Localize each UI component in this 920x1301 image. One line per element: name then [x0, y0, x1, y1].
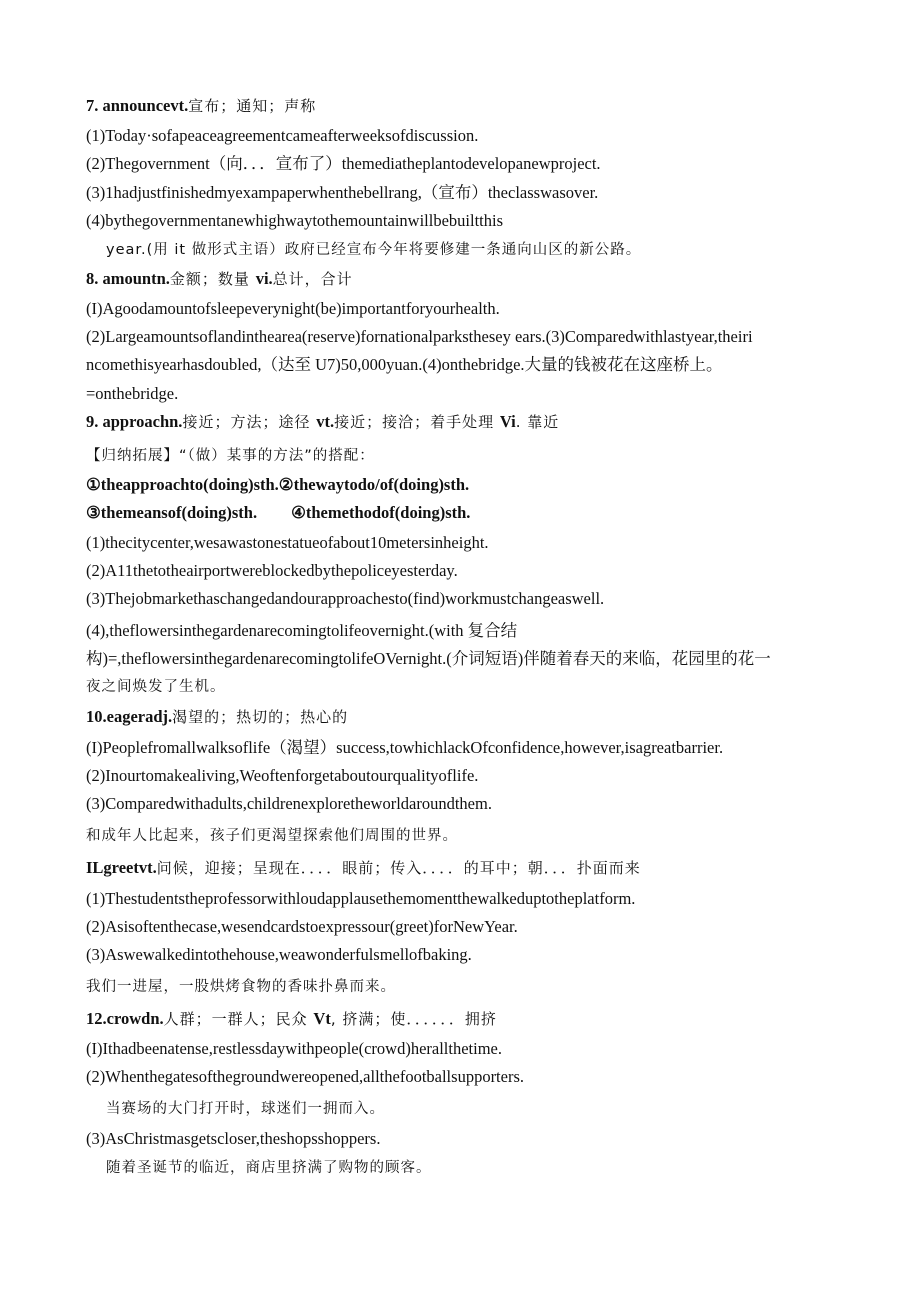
definition: 接近；接洽；着手处理: [334, 413, 500, 431]
definition: 渴望的；热切的；热心的: [172, 708, 349, 726]
exercise-sentence: (3)AsChristmasgetscloser,theshopsshoppers.: [86, 1129, 381, 1148]
exercise-sentence: (3)Aswewalkedintothehouse,weawonderfulsmellofbaking.: [86, 945, 472, 964]
collocation: ④themethodof(doing)sth.: [291, 503, 471, 522]
exercise-sentence: (I)Peoplefromallwalksoflife（渴望）success,towhichlackOfconfidence,however,isagreatbarrier.: [86, 738, 724, 757]
definition: 总计，合计: [272, 270, 353, 288]
definition: 金额；数量: [169, 270, 256, 288]
exercise-sentence: ncomethisyearhasdoubled,（达至 U7)50,000yuan.(4)onthebridge.大量的钱被花在这座桥上。: [86, 355, 723, 374]
exercise-sentence: year.(用 it 做形式主语）政府已经宣布今年将要修建一条通向山区的新公路。: [106, 242, 642, 258]
exercise-sentence: (2)Largeamountsoflandinthearea(reserve)fornationalparksthesey ears.(3)Comparedwithlastyear,theiri: [86, 327, 753, 346]
exercise-sentence: 构)=,theflowersinthegardenarecomingtolifeOVernight.(介词短语)伴随着春天的来临，花园里的花一: [86, 649, 771, 668]
entry-heading-amount: [86, 269, 353, 289]
definition: 接近；方法；途径: [182, 413, 317, 431]
definition: 宣布；通知；声称: [188, 97, 317, 115]
exercise-sentence: 我们一进屋，一股烘烤食物的香味扑鼻而来。: [86, 979, 396, 995]
exercise-sentence: 和成年人比起来，孩子们更渴望探索他们周围的世界。: [86, 828, 458, 844]
exercise-sentence: (4),theflowersinthegardenarecomingtolifeovernight.(with 复合结: [86, 621, 518, 640]
exercise-sentence: (4)bythegovernmentanewhighwaytothemountainwillbebuiltthis: [86, 211, 503, 230]
definition: 人群；一群人；民众: [163, 1010, 314, 1028]
part-of-speech: Vi: [499, 412, 516, 431]
exercise-sentence: (2)Thegovernment（向．．．宣布了）themediatheplantodevelopanewproject.: [86, 154, 601, 173]
exercise-sentence: =onthebridge.: [86, 384, 179, 403]
exercise-sentence: 当赛场的大门打开时，球迷们一拥而入。: [106, 1101, 385, 1117]
entry-heading-approach: [86, 412, 559, 432]
exercise-sentence: (I)Ithadbeenatense,restlessdaywithpeople(crowd)herallthetime.: [86, 1039, 502, 1058]
exercise-sentence: 随着圣诞节的临近，商店里挤满了购物的顾客。: [106, 1160, 432, 1176]
entry-heading-eager: [86, 707, 348, 727]
collocation: ③themeansof(doing)sth.: [86, 503, 258, 522]
exercise-sentence: (3)1hadjustfinishedmyexampaperwhenthebellrang,（宣布）theclasswasover.: [86, 183, 599, 202]
exercise-sentence: (2)A11thetotheairportwereblockedbythepoliceyesterday.: [86, 561, 458, 580]
collocation-line: ①theapproachto(doing)sth.②thewaytodo/of(doing)sth.: [86, 475, 470, 494]
headword: 7. announcevt.: [86, 96, 189, 115]
exercise-sentence: (1)Today·sofapeaceagreementcameafterweeksofdiscussion.: [86, 126, 479, 145]
exercise-sentence: (1)thecitycenter,wesawastonestatueofabout10metersinheight.: [86, 533, 489, 552]
exercise-sentence: (3)Comparedwithadults,childrenexploretheworldaroundthem.: [86, 794, 492, 813]
part-of-speech: vt.: [316, 412, 335, 431]
exercise-sentence: (1)Thestudentstheprofessorwithloudapplausethemomentthewalkeduptotheplatform.: [86, 889, 636, 908]
exercise-sentence: (3)Thejobmarkethaschangedandourapproachesto(find)workmustchangeaswell.: [86, 589, 605, 608]
entry-heading-announce: [86, 96, 316, 116]
collocation-line: [86, 503, 470, 523]
definition: . 靠近: [515, 413, 560, 431]
headword: ILgreetvt.: [86, 858, 157, 877]
part-of-speech: vi.: [255, 269, 273, 288]
exercise-sentence: (2)Inourtomakealiving,Weoftenforgetaboutourqualityoflife.: [86, 766, 479, 785]
entry-heading-greet: [86, 858, 641, 878]
entry-heading-crowd: [86, 1009, 497, 1029]
headword: 12.crowdn.: [86, 1009, 164, 1028]
headword: 10.eageradj.: [86, 707, 173, 726]
definition: , 挤满；使．．．．．．拥挤: [330, 1010, 497, 1028]
headword: 9. approachn.: [86, 412, 183, 431]
summary-note: 【归纳拓展】“（做）某事的方法”的搭配：: [86, 448, 375, 464]
part-of-speech: Vt: [313, 1009, 331, 1028]
exercise-sentence: (2)Whenthegatesofthegroundwereopened,allthefootballsupporters.: [86, 1067, 525, 1086]
exercise-sentence: (2)Asisoftenthecase,wesendcardstoexpressour(greet)forNewYear.: [86, 917, 518, 936]
definition: 问候，迎接；呈现在．．．．眼前；传入．．．．的耳中；朝．．．扑面而来: [156, 859, 641, 877]
exercise-sentence: (I)Agoodamountofsleepeverynight(be)importantforyourhealth.: [86, 299, 500, 318]
headword: 8. amountn.: [86, 269, 170, 288]
exercise-sentence: 夜之间焕发了生机。: [86, 679, 226, 695]
